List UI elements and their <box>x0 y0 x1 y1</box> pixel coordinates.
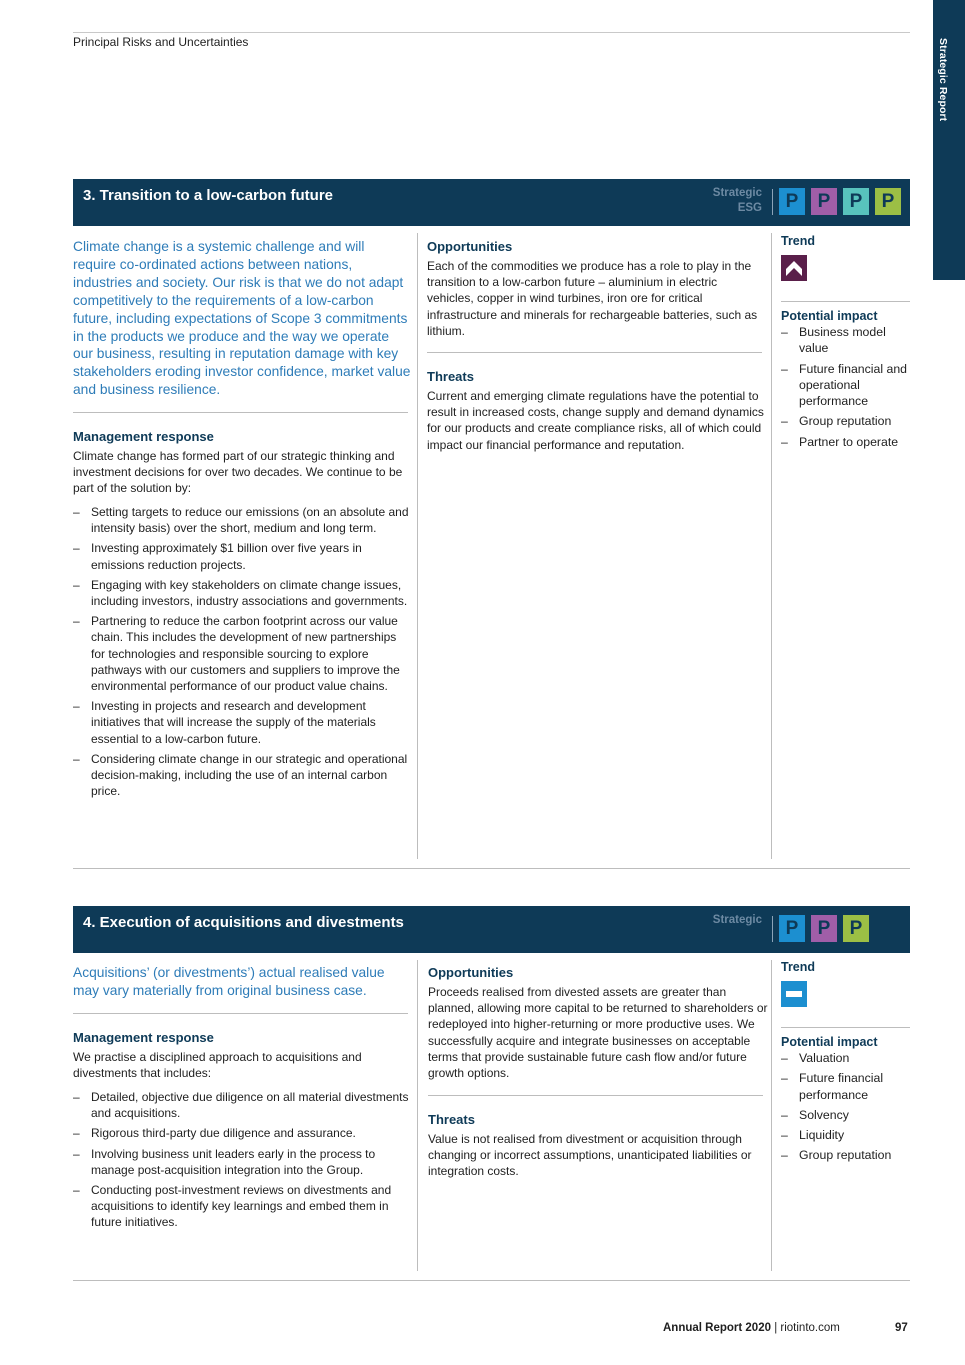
risk4-tags <box>713 913 762 928</box>
risk3-column-divider-2 <box>771 233 772 859</box>
risk4-lead: Acquisitions’ (or divestments’) actual realised value may vary materially from original business case. <box>73 965 385 998</box>
risk3-opportunities-text: Each of the commodities we produce has a role to play in the transition to a low-carbon future – aluminium in electric vehicles, copper in wind turbines, iron ore for critical infrastructure and minerals for rechargeable batteries, such as lithium. <box>427 259 758 338</box>
risk3-impact-list <box>781 324 916 454</box>
list-item: – Detailed, objective due diligence on all material divestments and acquisitions. <box>73 1089 411 1121</box>
principle-badge-3: P <box>843 188 869 215</box>
risk4-opportunities-text: Proceeds realised from divested assets are greater than planned, allowing more capital to be returned to shareholders or redeployed into higher-returning or more productive uses. We successfully acquire and integrate businesses on acceptable terms that provide sustainable future cash flow and/or future growth options. <box>428 985 768 1081</box>
risk4-management-heading: Management response <box>73 1030 214 1045</box>
risk4-management-list <box>73 1089 411 1235</box>
risk3-opportunities-rule <box>427 352 762 353</box>
risk3-tag-divider <box>772 189 773 215</box>
list-item: – Setting targets to reduce our emissions (on an absolute and intensity basis) over the short, medium and long term. <box>73 504 411 536</box>
page-number: 97 <box>895 1322 908 1334</box>
risk4-title: 4. Execution of acquisitions and divestments <box>83 914 404 931</box>
risk4-threats-text: Value is not realised from divestment or acquisition through changing or incorrect assumptions, unanticipated liabilities or integration costs. <box>428 1132 752 1179</box>
risk3-title: 3. Transition to a low-carbon future <box>83 187 334 204</box>
list-item: – Future financial performance <box>781 1070 916 1103</box>
risk3-header <box>73 179 910 226</box>
risk3-trend-rule <box>781 301 910 302</box>
principle-badge-2: P <box>811 915 837 942</box>
list-item: – Business model value <box>781 324 916 357</box>
footer-report-info <box>663 1322 840 1334</box>
risk4-trend-label: Trend <box>781 960 816 974</box>
risk4-impact-list <box>781 1050 916 1168</box>
side-tab-label: Strategic Report <box>937 38 949 122</box>
principle-badge-1: P <box>779 915 805 942</box>
risk3-trend-label: Trend <box>781 234 816 248</box>
risk3-tag-strategic: Strategic <box>712 187 762 199</box>
risk3-tag-esg: ESG <box>737 202 762 214</box>
list-item: – Conducting post-investment reviews on divestments and acquisitions to identify key learnings and embed them in future initiatives. <box>73 1182 411 1231</box>
list-item: – Investing in projects and research and development initiatives that will increase the supply of the materials essential to a low-carbon future. <box>73 698 411 747</box>
list-item: – Involving business unit leaders early in the process to manage post-acquisition integration into the Group. <box>73 1146 411 1178</box>
risk3-lead: Climate change is a systemic challenge and will require co-ordinated actions between nations, industries and society. Our risk is that we do not adapt competitively to the requirements of a low-carbon future, including expectations of Scope 3 commitments in the products we produce and the way we operate our business, resulting in reputation damage with key stakeholders eroding investor confidence, market value and business resilience. <box>73 239 411 398</box>
risk3-lead-rule <box>73 412 408 413</box>
principle-badge-3: P <box>843 915 869 942</box>
risk3-opportunities-heading: Opportunities <box>427 239 513 254</box>
top-rule <box>73 32 910 33</box>
list-item: – Investing approximately $1 billion over five years in emissions reduction projects. <box>73 540 411 572</box>
principle-badge-4: P <box>875 188 901 215</box>
list-item: – Group reputation <box>781 413 916 429</box>
risk4-opportunities-heading: Opportunities <box>428 965 514 980</box>
risk3-management-list <box>73 504 411 803</box>
risk4-management-text: We practise a disciplined approach to acquisitions and divestments that includes: <box>73 1050 362 1081</box>
list-item: – Partner to operate <box>781 434 916 450</box>
risk3-impact-label: Potential impact <box>781 309 878 323</box>
footer-report-title: Annual Report 2020 <box>663 1322 771 1334</box>
list-item: – Group reputation <box>781 1147 916 1163</box>
risk4-tag-divider <box>772 916 773 942</box>
trend-stable-icon <box>781 981 807 1007</box>
list-item: – Rigorous third-party due diligence and assurance. <box>73 1125 411 1141</box>
risk4-tag-strategic: Strategic <box>712 914 762 926</box>
risk3-threats-heading: Threats <box>427 369 474 384</box>
risk4-bottom-rule <box>73 1280 910 1281</box>
list-item: – Liquidity <box>781 1127 916 1143</box>
list-item: – Valuation <box>781 1050 916 1066</box>
risk4-column-divider-1 <box>417 960 418 1271</box>
risk4-threats-heading: Threats <box>428 1112 475 1127</box>
risk3-column-divider-1 <box>417 233 418 859</box>
risk4-column-divider-2 <box>771 960 772 1271</box>
principle-badge-2: P <box>811 188 837 215</box>
list-item: – Engaging with key stakeholders on climate change issues, including investors, industry associations and governments. <box>73 577 411 609</box>
risk4-impact-label: Potential impact <box>781 1035 878 1049</box>
page-section-title: Principal Risks and Uncertainties <box>73 35 249 49</box>
risk4-header <box>73 906 910 953</box>
risk4-trend-rule <box>781 1027 910 1028</box>
risk3-tags <box>713 186 762 216</box>
list-item: – Considering climate change in our strategic and operational decision-making, including the use of an internal carbon price. <box>73 751 411 800</box>
risk3-management-text: Climate change has formed part of our strategic thinking and investment decisions for over two decades. We continue to be part of the solution by: <box>73 449 403 496</box>
list-item: – Partnering to reduce the carbon footprint across our value chain. This includes the development of new partnerships for technologies and responsible sourcing to explore pathways with our customers and suppliers to improve the environmental performance of our product value chains. <box>73 613 411 694</box>
footer-separator: | <box>774 1322 778 1334</box>
trend-increasing-icon <box>781 255 807 281</box>
risk4-lead-rule <box>73 1013 408 1014</box>
principle-badge-1: P <box>779 188 805 215</box>
side-tab[interactable] <box>933 0 965 280</box>
risk3-management-heading: Management response <box>73 429 214 444</box>
list-item: – Future financial and operational performance <box>781 361 916 410</box>
list-item: – Solvency <box>781 1107 916 1123</box>
risk3-bottom-rule <box>73 868 910 869</box>
risk3-threats-text: Current and emerging climate regulations have the potential to result in increased costs, change supply and demand dynamics for our products and create compliance risks, all of which could impact our financial performance and reputation. <box>427 389 764 452</box>
risk4-opportunities-rule <box>428 1095 763 1096</box>
footer-site-link[interactable]: riotinto.com <box>780 1322 840 1334</box>
